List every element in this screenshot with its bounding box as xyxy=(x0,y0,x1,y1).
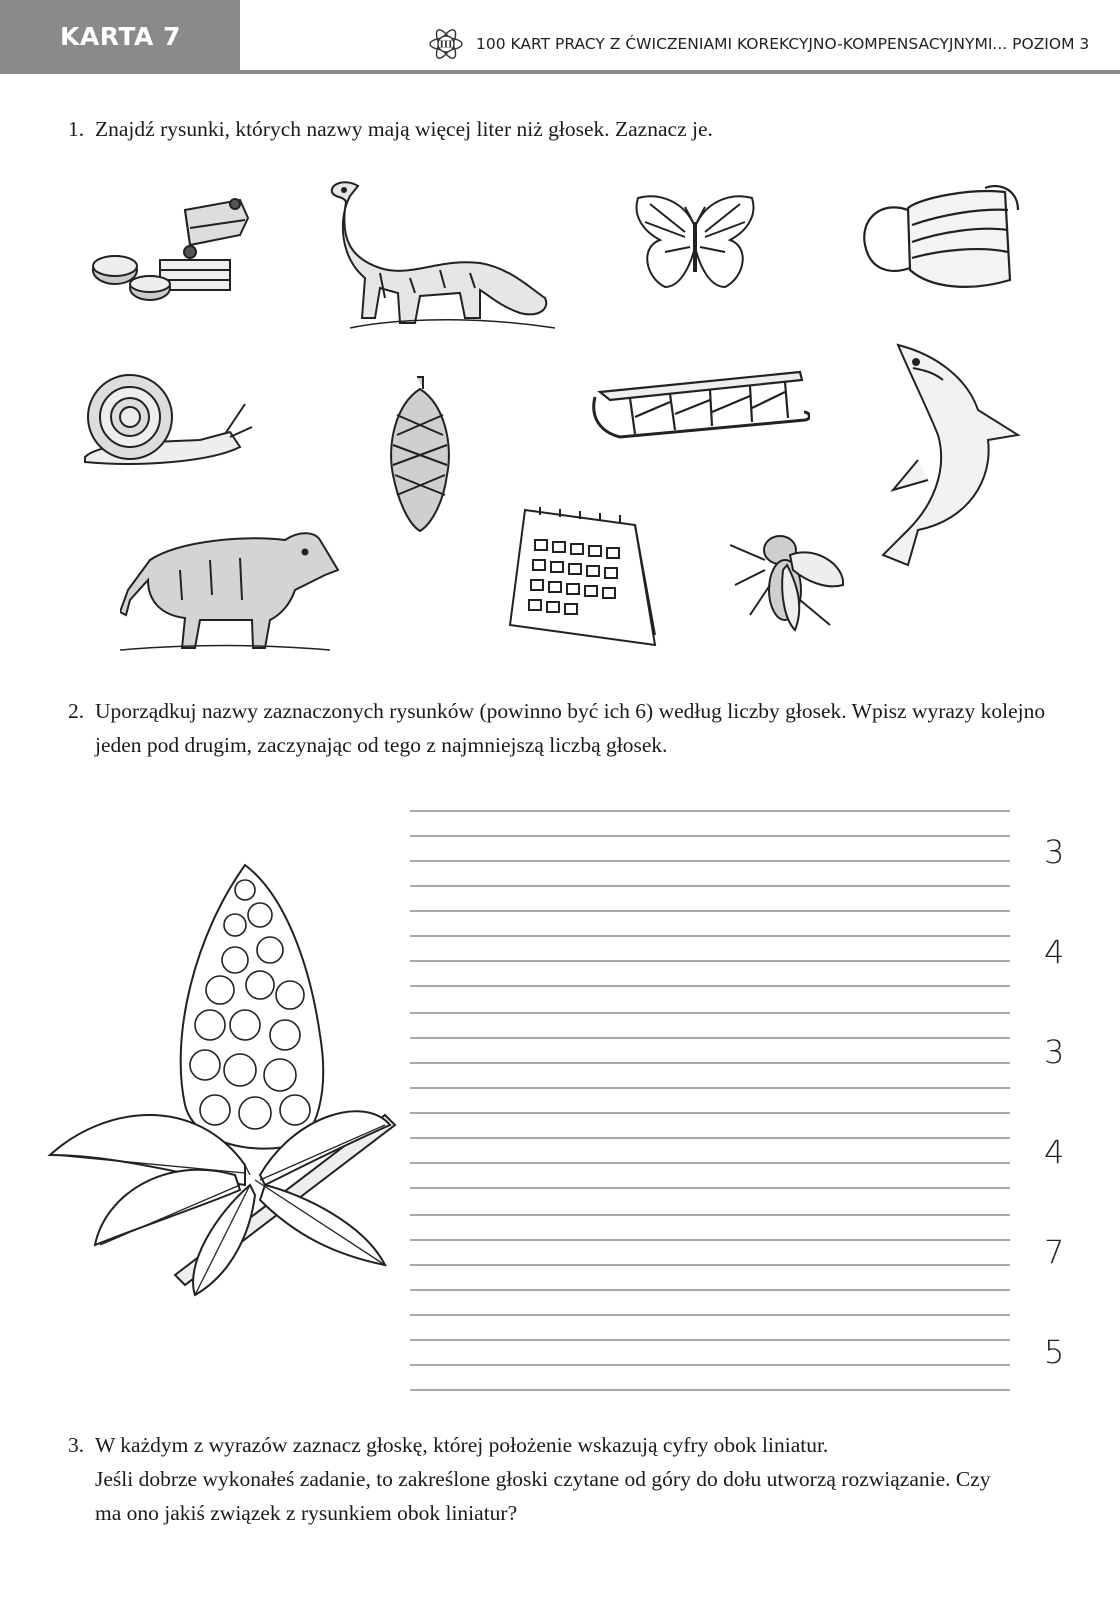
task-2 xyxy=(68,694,1078,762)
letter-position-digit: 4 xyxy=(1044,1133,1065,1171)
task-1-number: 1. xyxy=(68,117,85,141)
task-3-line-2: Jeśli dobrze wykonałeś zadanie, to zakreślone głoski czytane od góry do dołu utworzą rozwiązanie. Czy xyxy=(95,1467,991,1491)
pine-cone-icon[interactable] xyxy=(385,375,455,535)
header-title xyxy=(428,26,1089,62)
task-1 xyxy=(68,112,1068,146)
letter-position-digit: 4 xyxy=(1044,933,1065,971)
card-label-tab xyxy=(0,0,240,74)
task-2-number: 2. xyxy=(68,699,85,723)
atom-logo-icon xyxy=(428,26,464,62)
header-rule xyxy=(240,70,1120,74)
task-1-text: Znajdź rysunki, których nazwy mają więcej liter niż głosek. Zaznacz je. xyxy=(95,117,713,141)
calendar-icon[interactable] xyxy=(505,505,660,655)
boar-icon[interactable] xyxy=(120,520,340,655)
sled-icon[interactable] xyxy=(590,362,810,452)
logo-text: III xyxy=(439,40,453,51)
card-label: KARTA 7 xyxy=(60,22,181,51)
face-mask-icon[interactable] xyxy=(860,180,1020,300)
snail-icon[interactable] xyxy=(80,372,260,472)
task-3-line-1: W każdym z wyrazów zaznacz głoskę, której położenie wskazują cyfry obok liniatur. xyxy=(95,1433,829,1457)
butterfly-icon[interactable] xyxy=(630,192,760,292)
letter-position-digit: 5 xyxy=(1044,1333,1065,1371)
chestnut-flower-icon xyxy=(45,855,400,1315)
task-3-line-3: ma ono jakiś związek z rysunkiem obok liniatur? xyxy=(95,1501,518,1525)
task-3 xyxy=(68,1428,1078,1530)
dinosaur-icon[interactable] xyxy=(320,178,560,338)
letter-position-digit: 3 xyxy=(1044,1033,1065,1071)
task-2-line-1: Uporządkuj nazwy zaznaczonych rysunków (powinno być ich 6) według liczby głosek. Wpisz wyrazy kolejno xyxy=(95,699,1046,723)
task-3-number: 3. xyxy=(68,1433,85,1457)
shark-icon[interactable] xyxy=(878,340,1028,575)
cake-icon[interactable] xyxy=(90,190,260,310)
fly-icon[interactable] xyxy=(725,510,850,640)
series-title: 100 KART PRACY Z ĆWICZENIAMI KOREKCYJNO-KOMPENSACYJNYMI... POZIOM 3 xyxy=(476,35,1090,53)
letter-position-digit: 7 xyxy=(1044,1233,1065,1271)
letter-position-digit: 3 xyxy=(1044,833,1065,871)
task-2-line-2: jeden pod drugim, zaczynając od tego z najmniejszą liczbą głosek. xyxy=(95,733,668,757)
